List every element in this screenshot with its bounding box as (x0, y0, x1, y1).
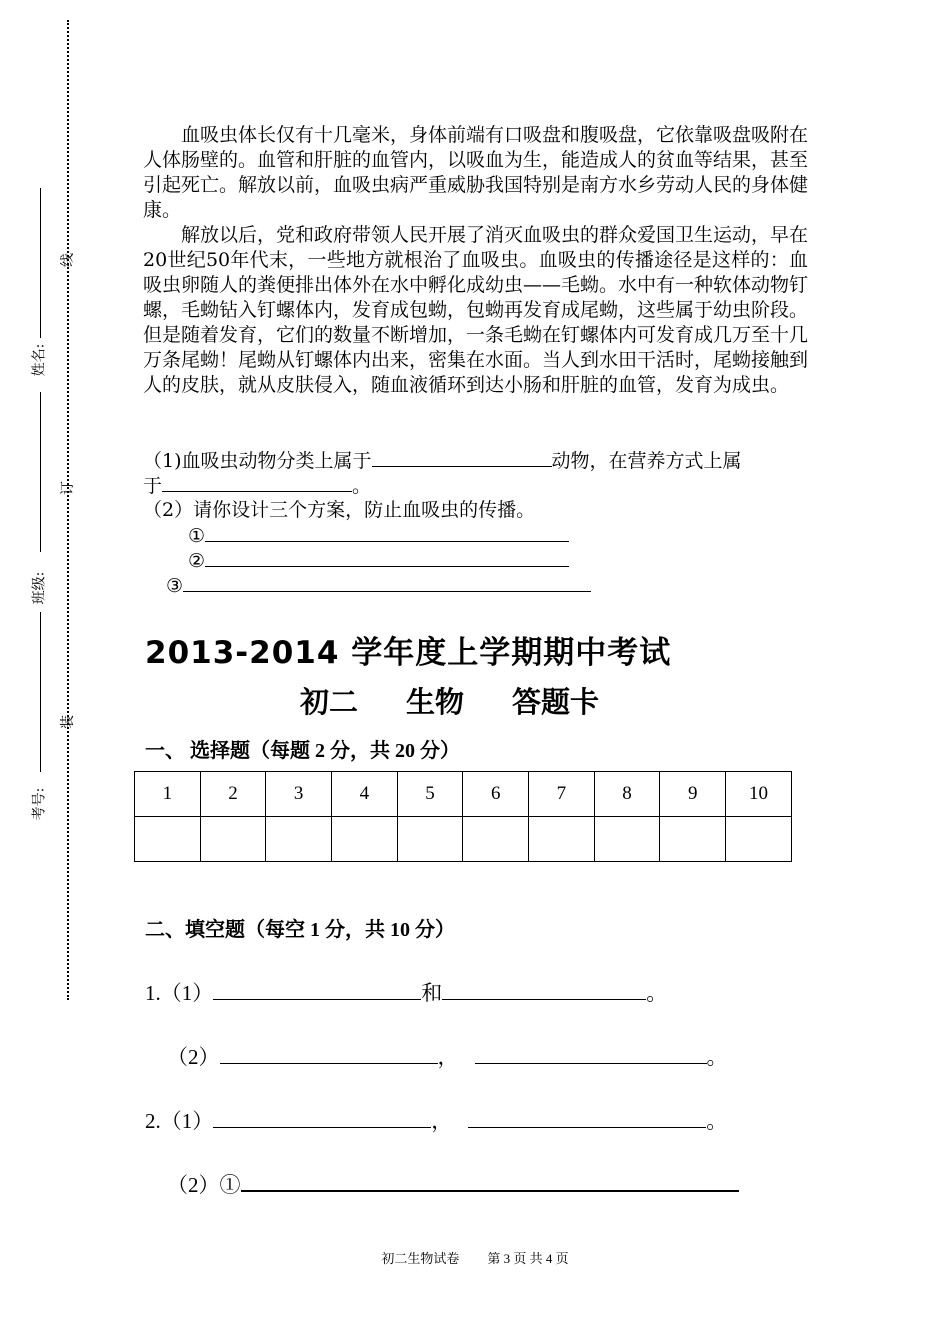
question-2: （2）请你设计三个方案，防止血吸虫的传播。 (143, 499, 536, 521)
footer-page-number: 第 3 页 共 4 页 (487, 1251, 569, 1266)
exam-no-line (40, 612, 41, 772)
binding-dotted-line (67, 20, 69, 1000)
answer-1-1-blank-b[interactable] (442, 979, 646, 1000)
answer-cell[interactable] (200, 817, 266, 862)
answer-2-1-end: 。 (706, 1109, 728, 1133)
line-label: 线 (60, 253, 76, 267)
answer-2-1-label: 2.（1） (145, 1109, 214, 1133)
passage-paragraph-1: 血吸虫体长仅有十几毫米，身体前端有口吸盘和腹吸盘，它依靠吸盘吸附在人体肠壁的。血管和肝脏的血管内，以吸血为生，能造成人的贫血等结果，甚至引起死亡。解放以前，血吸虫病严重威胁我国特别是南方水乡劳动人民的身体健康。 (143, 124, 809, 221)
plan-3-marker: ③ (166, 575, 184, 597)
answer-cell[interactable] (332, 817, 398, 862)
answer-card-title: 2013-2014 学年度上学期期中考试 (145, 635, 672, 671)
answer-2-1 (145, 1105, 727, 1135)
answer-1-2 (167, 1041, 728, 1071)
choice-number: 2 (200, 772, 266, 817)
plan-1 (188, 523, 569, 549)
answer-cell[interactable] (726, 817, 792, 862)
question-1-text-c: 于 (143, 475, 163, 497)
choice-answer-table (134, 771, 792, 862)
subtitle-grade: 初二 (300, 685, 359, 719)
choice-number: 8 (594, 772, 660, 817)
answer-1-1-label: 1.（1） (145, 981, 214, 1005)
table-row-answers (135, 817, 792, 862)
choice-number: 6 (463, 772, 529, 817)
answer-2-2 (167, 1169, 739, 1199)
section-2-heading: 二、填空题（每空 1 分，共 10 分） (145, 919, 455, 941)
section-1-heading: 一、 选择题（每题 2 分，共 20 分） (145, 740, 460, 762)
answer-card-subtitle (300, 680, 599, 721)
choice-number: 9 (660, 772, 726, 817)
zhuang-label: 装 (60, 715, 76, 729)
ding-label: 订 (60, 481, 76, 495)
plan-3 (166, 573, 591, 599)
answer-cell[interactable] (397, 817, 463, 862)
choice-number: 1 (135, 772, 201, 817)
answer-cell[interactable] (463, 817, 529, 862)
plan-2-marker: ② (188, 550, 206, 572)
answer-1-2-end: 。 (706, 1045, 728, 1069)
answer-1-2-mid: ， (437, 1045, 459, 1069)
choice-number: 10 (726, 772, 792, 817)
answer-1-1-mid: 和 (421, 981, 443, 1005)
choice-number: 7 (529, 772, 595, 817)
question-1-continued (143, 473, 371, 499)
table-row-numbers (135, 772, 792, 817)
answer-2-2-label: （2）① (167, 1173, 241, 1197)
answer-1-2-label: （2） (167, 1045, 220, 1069)
class-label: 班级: (31, 571, 48, 605)
question-1 (143, 448, 742, 474)
name-line (40, 188, 41, 338)
choice-number: 4 (332, 772, 398, 817)
plan-2 (188, 548, 569, 574)
question-1-text-b: 动物，在营养方式上属 (551, 450, 742, 472)
name-label: 姓名: (31, 343, 48, 377)
subtitle-card: 答题卡 (512, 685, 600, 719)
exam-no-label: 考号: (31, 787, 48, 821)
question-1-blank-a[interactable] (372, 448, 552, 467)
choice-number: 3 (266, 772, 332, 817)
footer-exam-name: 初二生物试卷 (381, 1251, 460, 1266)
class-line (40, 392, 41, 552)
question-1-blank-b[interactable] (162, 473, 352, 492)
answer-1-2-blank-b[interactable] (475, 1043, 707, 1064)
answer-2-1-blank-b[interactable] (468, 1107, 706, 1128)
answer-cell[interactable] (266, 817, 332, 862)
passage-paragraph-2: 解放以后，党和政府带领人民开展了消灭血吸虫的群众爱国卫生运动，早在20世纪50年代末，一些地方就根治了血吸虫。血吸虫的传播途径是这样的：血吸虫卵随人的粪便排出体外在水中孵化成幼虫——毛蚴。水中有一种软体动物钉螺，毛蚴钻入钉螺体内，发育成包蚴，包蚴再发育成尾蚴，这些属于幼虫阶段。但是随着发育，它们的数量不断增加，一条毛蚴在钉螺体内可发育成几万至十几万条尾蚴！尾蚴从钉螺体内出来，密集在水面。当人到水田干活时，尾蚴接触到人的皮肤，就从皮肤侵入，随血液循环到达小肠和肝脏的血管，发育为成虫。 (143, 224, 809, 396)
answer-cell[interactable] (529, 817, 595, 862)
plan-3-blank[interactable] (183, 573, 591, 592)
answer-cell[interactable] (594, 817, 660, 862)
answer-1-1-end: 。 (646, 981, 668, 1005)
answer-1-1 (145, 977, 667, 1007)
question-1-end: 。 (352, 475, 372, 497)
plan-2-blank[interactable] (205, 548, 569, 567)
choice-number: 5 (397, 772, 463, 817)
answer-cell[interactable] (135, 817, 201, 862)
subtitle-subject: 生物 (406, 685, 465, 719)
answer-1-2-blank-a[interactable] (220, 1043, 438, 1064)
answer-1-1-blank-a[interactable] (213, 979, 421, 1000)
plan-1-marker: ① (188, 525, 206, 547)
plan-1-blank[interactable] (205, 523, 569, 542)
answer-2-1-mid: ， (431, 1109, 453, 1133)
answer-2-2-blank[interactable] (241, 1170, 739, 1192)
page-footer (0, 1248, 950, 1267)
answer-cell[interactable] (660, 817, 726, 862)
answer-2-1-blank-a[interactable] (213, 1107, 431, 1128)
question-1-text-a: （1)血吸虫动物分类上属于 (143, 450, 372, 472)
